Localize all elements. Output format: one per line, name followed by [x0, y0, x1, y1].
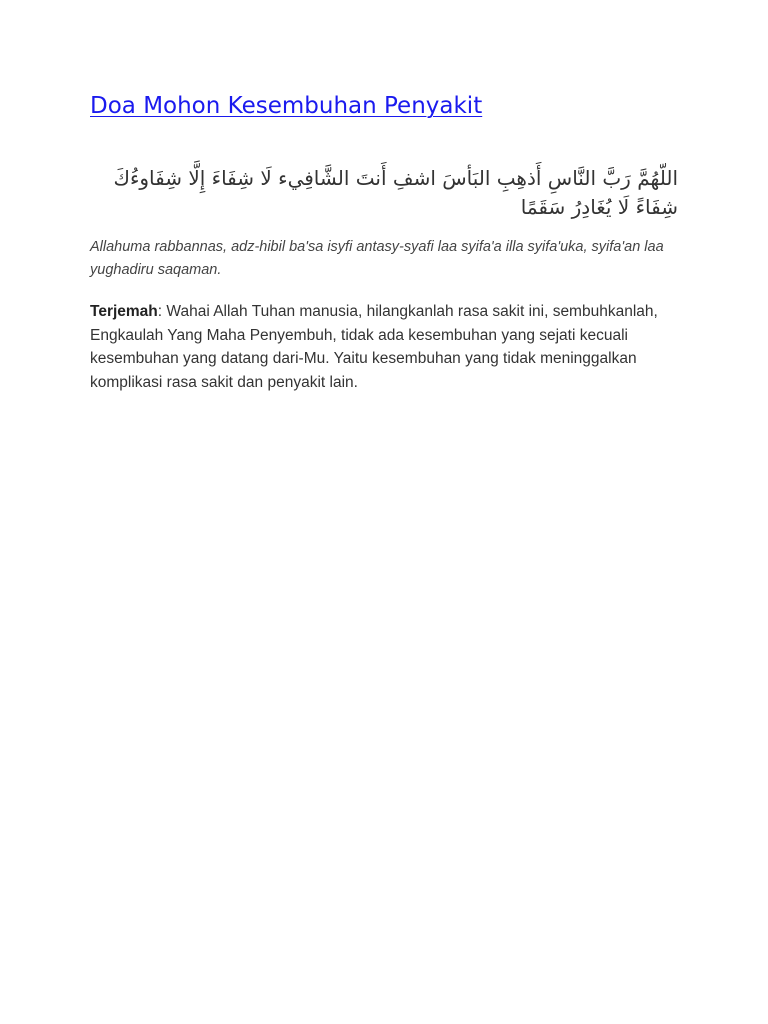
arabic-prayer-text: اللّهُمَّ رَبَّ النَّاسِ أَذهِبِ البَأسَ اشفِ أَنتَ الشَّافِيء لَا شِفَاءَ إِلَّا شِفَاوءُكَ شِفَاءً لَا يُغَادِرُ سَقَمًا: [113, 166, 678, 219]
page-title-link[interactable]: Doa Mohon Kesembuhan Penyakit: [90, 93, 483, 119]
translation-separator: :: [157, 303, 163, 320]
translation-label: Terjemah: [90, 303, 158, 320]
transliteration-text: Allahuma rabbannas, adz-hibil ba'sa isyfi antasy-syafi laa syifa'a illa syifa'uka, syifa'an laa yughadiru saqaman.: [90, 239, 664, 278]
translation-paragraph: [90, 300, 682, 394]
translation-text: Wahai Allah Tuhan manusia, hilangkanlah rasa sakit ini, sembuhkanlah, Engkaulah Yang Maha Penyembuh, tidak ada kesembuhan yang sejati kecuali kesembuhan yang datang dari-Mu. Yaitu kesembuhan yang tidak meninggalkan komplikasi rasa sakit dan penyakit lain.: [90, 303, 658, 391]
